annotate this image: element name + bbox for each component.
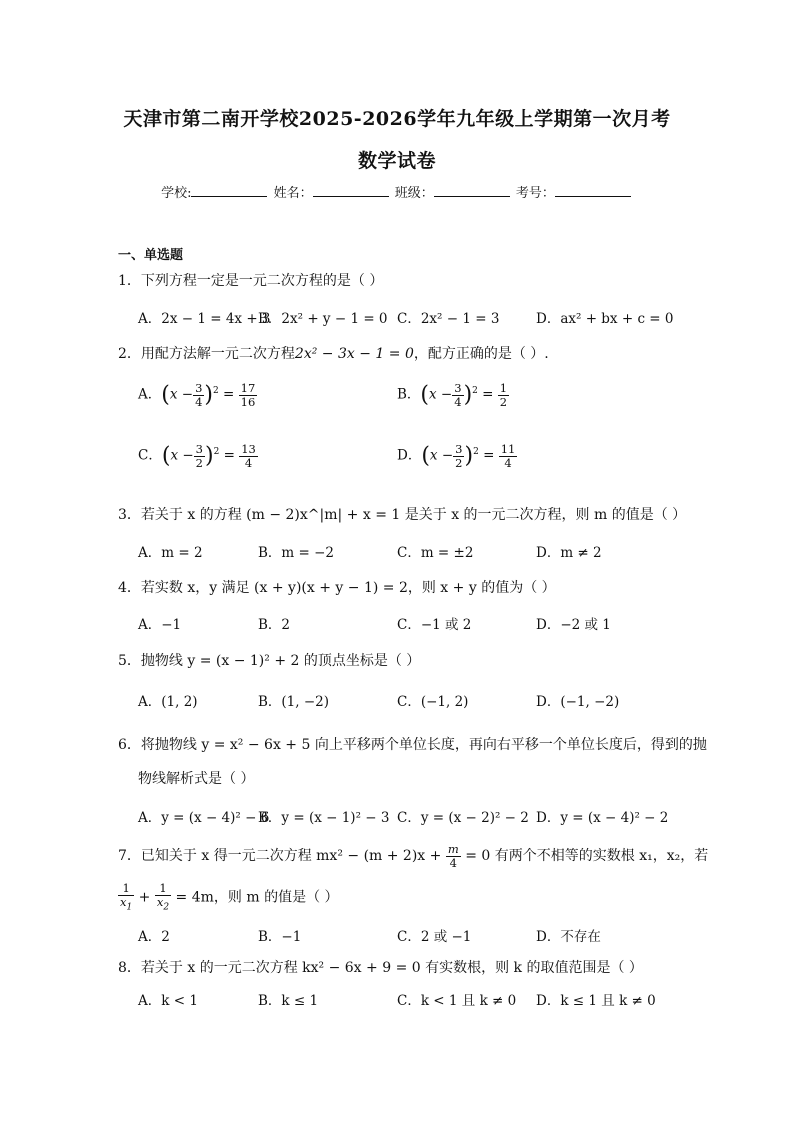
q7-option-a: A．2 bbox=[138, 929, 170, 945]
q2-option-d: D．(x − $\frac{3}{2}$ )$^2$ = $\frac{11}{4}$ bbox=[397, 442, 516, 470]
q3-option-b: B．m = −2 bbox=[258, 545, 335, 561]
q2-a-num: 3 bbox=[195, 381, 203, 395]
name-label: 姓名： bbox=[273, 186, 313, 201]
q3-option-c: C．m = ±2 bbox=[397, 545, 474, 561]
q2-b-rn: 1 bbox=[499, 381, 508, 395]
q7-option-d: D．不存在 bbox=[536, 929, 601, 945]
q5-option-c: C．(−1, 2) bbox=[397, 694, 469, 710]
q2-a-label: A． bbox=[138, 386, 162, 403]
q2-b-label: B． bbox=[397, 386, 421, 403]
q5-option-d: D．(−1, −2) bbox=[536, 694, 620, 710]
q7-stem-pre: 7．已知关于 x 得一元二次方程 mx² − (m + 2)x + bbox=[118, 848, 446, 865]
question-5-stem: 5．抛物线 y = (x − 1)² + 2 的顶点坐标是（ ） bbox=[118, 653, 421, 669]
q8-option-a: A．k < 1 bbox=[138, 993, 198, 1009]
q2-c-rn: 13 bbox=[241, 442, 256, 456]
q1-option-a: A．2x − 1 = 4x + 3 bbox=[138, 311, 271, 327]
q2-stem-equation: 2x² − 3x − 1 = 0 bbox=[294, 346, 414, 362]
question-7-stem bbox=[118, 843, 708, 869]
q2-b-den: 4 bbox=[454, 394, 462, 409]
number-blank[interactable] bbox=[555, 184, 631, 197]
q2-option-c: C．(x − $\frac{3}{2}$ )$^2$ = $\frac{13}{4}$ bbox=[138, 442, 256, 470]
question-6-stem-line2: 物线解析式是（ ） bbox=[138, 771, 255, 787]
q1-option-c: C．2x² − 1 = 3 bbox=[397, 311, 500, 327]
q2-d-rd: 4 bbox=[504, 455, 512, 470]
q2-stem-post: ，配方正确的是（ ）. bbox=[413, 346, 549, 362]
q7-option-c: C．2 或 −1 bbox=[397, 929, 472, 945]
number-label: 考号： bbox=[515, 186, 555, 201]
q2-option-a: A．(x − $\frac{3}{4}$ )$^2$ = $\frac{17}{16}$ bbox=[138, 381, 256, 409]
q2-a-rd: 16 bbox=[240, 394, 256, 409]
question-7-condition: $\frac{1}{x_1}$ + $\frac{1}{x_2}$ = 4m，则 m 的值是（ ） bbox=[120, 881, 339, 912]
student-info-line bbox=[0, 182, 794, 201]
q1-option-b: B．2x² + y − 1 = 0 bbox=[258, 311, 388, 327]
question-3-stem: 3．若关于 x 的方程 (m − 2)x^|m| + x = 1 是关于 x 的一元二次方程，则 m 的值是（ ） bbox=[118, 507, 687, 523]
q3-option-d: D．m ≠ 2 bbox=[536, 545, 602, 561]
q3-option-a: A．m = 2 bbox=[138, 545, 203, 561]
q8-option-b: B．k ≤ 1 bbox=[258, 993, 319, 1009]
q7-stem-post: = 0 有两个不相等的实数根 x₁，x₂，若 bbox=[460, 848, 709, 865]
q7-option-b: B．−1 bbox=[258, 929, 302, 945]
q2-d-rn: 11 bbox=[500, 442, 516, 456]
q4-option-a: A．−1 bbox=[138, 617, 182, 633]
question-8-stem: 8．若关于 x 的一元二次方程 kx² − 6x + 9 = 0 有实数根，则 k 的取值范围是（ ） bbox=[118, 960, 643, 976]
q6-option-a: A．y = (x − 4)² − 6 bbox=[138, 810, 270, 826]
school-label: 学校: bbox=[161, 186, 192, 201]
q2-b-rd: 2 bbox=[499, 394, 508, 409]
q2-d-den: 2 bbox=[455, 455, 463, 470]
q6-option-d: D．y = (x − 4)² − 2 bbox=[536, 810, 669, 826]
q8-option-c: C．k < 1 且 k ≠ 0 bbox=[397, 993, 517, 1009]
q7-frac-num: m bbox=[447, 842, 459, 856]
section-title: 一、单选题 bbox=[118, 248, 184, 263]
q4-option-d: D．−2 或 1 bbox=[536, 617, 611, 633]
question-1-stem: 1．下列方程一定是一元二次方程的是（ ） bbox=[118, 273, 384, 289]
q1-option-d: D．ax² + bx + c = 0 bbox=[536, 311, 674, 327]
q5-option-b: B．(1, −2) bbox=[258, 694, 330, 710]
q4-option-c: C．−1 或 2 bbox=[397, 617, 472, 633]
q8-option-d: D．k ≤ 1 且 k ≠ 0 bbox=[536, 993, 656, 1009]
q2-stem-pre: 2．用配方法解一元二次方程 bbox=[118, 346, 295, 362]
q2-d-num: 3 bbox=[455, 442, 463, 456]
q2-c-num: 3 bbox=[195, 442, 203, 456]
q2-a-rn: 17 bbox=[240, 381, 256, 395]
q6-option-c: C．y = (x − 2)² − 2 bbox=[397, 810, 529, 826]
exam-title-line1: 天津市第二南开学校2025-2026学年九年级上学期第一次月考 bbox=[123, 108, 671, 130]
q7-frac-den: 4 bbox=[449, 855, 457, 870]
school-blank[interactable] bbox=[191, 184, 267, 197]
q2-a-den: 4 bbox=[195, 394, 203, 409]
q5-option-a: A．(1, 2) bbox=[138, 694, 198, 710]
name-blank[interactable] bbox=[313, 184, 389, 197]
q6-option-b: B．y = (x − 1)² − 3 bbox=[258, 810, 390, 826]
q4-option-b: B．2 bbox=[258, 617, 291, 633]
q2-b-num: 3 bbox=[454, 381, 462, 395]
q2-c-rd: 4 bbox=[244, 455, 253, 470]
q7-cond-tail: = 4m，则 m 的值是（ ） bbox=[171, 889, 339, 906]
question-6-stem-line1: 6．将抛物线 y = x² − 6x + 5 向上平移两个单位长度，再向右平移一个单位长度后，得到的抛 bbox=[118, 737, 707, 753]
q2-option-b: B．(x − $\frac{3}{4}$ )$^2$ = $\frac{1}{2}$ bbox=[397, 381, 508, 409]
question-2-stem bbox=[118, 343, 549, 363]
class-blank[interactable] bbox=[434, 184, 510, 197]
class-label: 班级： bbox=[394, 186, 434, 201]
exam-title-line2: 数学试卷 bbox=[357, 150, 436, 172]
q2-c-den: 2 bbox=[195, 455, 203, 470]
q2-c-label: C． bbox=[138, 447, 162, 464]
q2-d-label: D． bbox=[397, 447, 422, 464]
question-4-stem: 4．若实数 x，y 满足 (x + y)(x + y − 1) = 2，则 x + y 的值为（ ） bbox=[118, 580, 556, 596]
